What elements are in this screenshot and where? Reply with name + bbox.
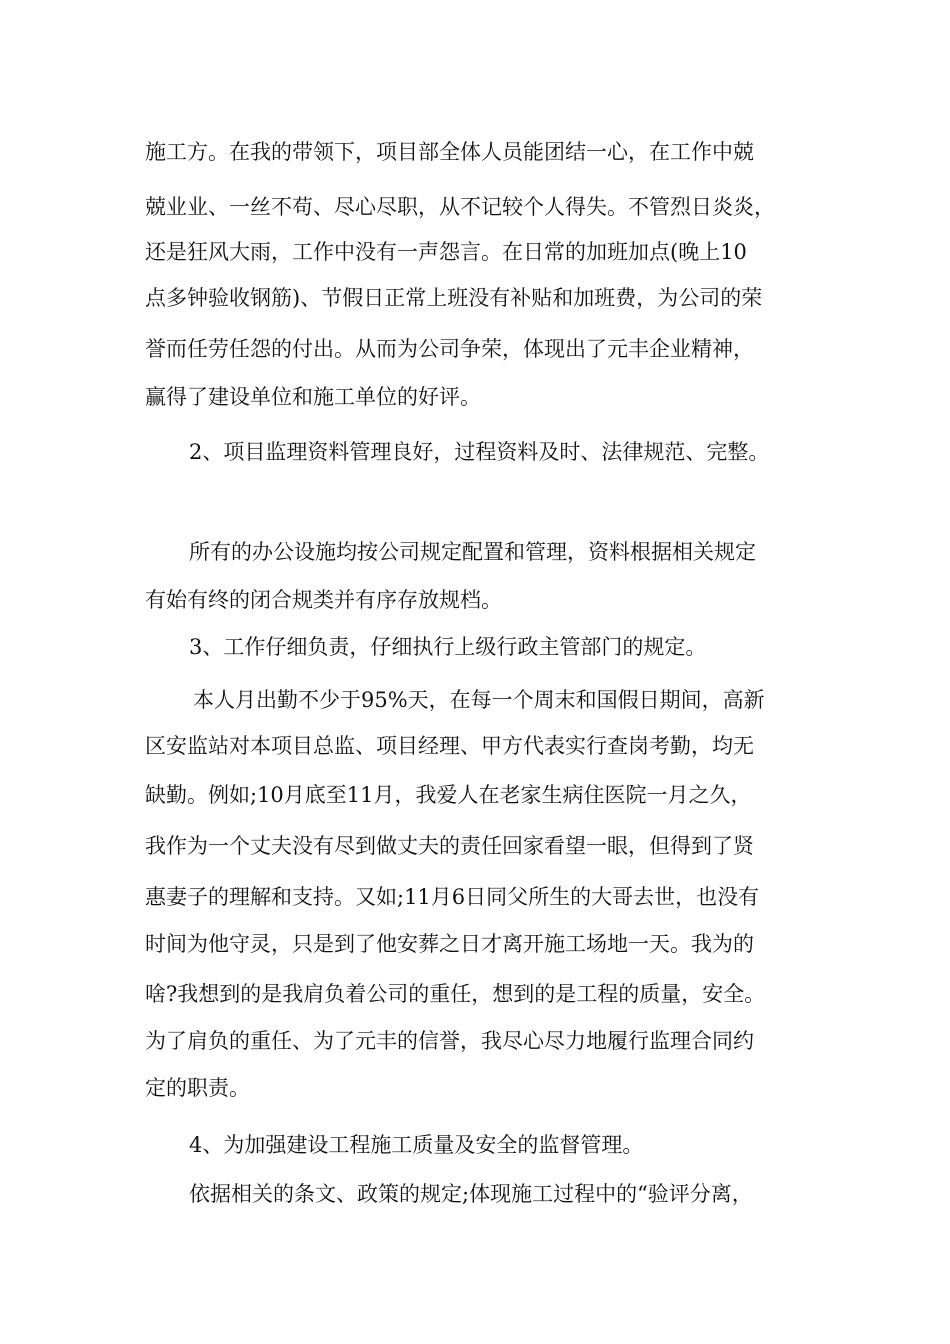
text-line xyxy=(0,580,950,620)
text-line-content: 依据相关的条文、政策的规定;体现施工过程中的“验评分离， xyxy=(189,1182,753,1206)
text-line-content: 点多钟验收钢筋)、节假日正常上班没有补贴和加班费，为公司的荣 xyxy=(145,286,763,310)
text-line xyxy=(0,1021,950,1061)
text-line-content: 4、为加强建设工程施工质量及安全的监督管理。 xyxy=(189,1133,644,1157)
text-line xyxy=(0,775,950,815)
text-line xyxy=(0,1068,950,1108)
text-line-content: 时间为他守灵，只是到了他安葬之日才离开施工场地一天。我为的 xyxy=(145,932,754,956)
text-line xyxy=(0,232,950,272)
text-line-content: 施工方。在我的带领下，项目部全体人员能团结一心，在工作中兢 xyxy=(145,140,754,164)
text-line xyxy=(0,329,950,369)
text-line xyxy=(0,132,950,172)
text-line xyxy=(0,974,950,1014)
text-line xyxy=(0,278,950,318)
text-line-content: 所有的办公设施均按公司规定配置和管理，资料根据相关规定 xyxy=(189,540,756,564)
text-line-content: 誉而任劳任怨的付出。从而为公司争荣，体现出了元丰企业精神， xyxy=(145,337,754,361)
text-line xyxy=(0,532,950,572)
text-line xyxy=(0,826,950,866)
text-line xyxy=(0,187,950,227)
text-line xyxy=(0,377,950,417)
text-line xyxy=(0,924,950,964)
text-line xyxy=(0,1125,950,1165)
text-line-content: 定的职责。 xyxy=(145,1076,250,1100)
text-line-content: 3、工作仔细负责，仔细执行上级行政主管部门的规定。 xyxy=(189,635,707,659)
text-line-content: 还是狂风大雨，工作中没有一声怨言。在日常的加班加点(晚上10 xyxy=(145,240,747,264)
text-line-content: 赢得了建设单位和施工单位的好评。 xyxy=(145,385,481,409)
text-line-content: 有始有终的闭合规类并有序存放规档。 xyxy=(145,588,502,612)
text-line xyxy=(0,432,950,472)
text-line xyxy=(0,680,950,720)
text-line-content: 惠妻子的理解和支持。又如;11月6日同父所生的大哥去世，也没有 xyxy=(145,885,760,909)
text-line-content: 缺勤。例如;10月底至11月，我爱人在老家生病住医院一月之久， xyxy=(145,783,752,807)
text-line xyxy=(0,726,950,766)
text-line xyxy=(0,877,950,917)
text-line-content: 我作为一个丈夫没有尽到做丈夫的责任回家看望一眼，但得到了贤 xyxy=(145,834,754,858)
text-line-content: 区安监站对本项目总监、项目经理、甲方代表实行查岗考勤，均无 xyxy=(145,734,754,758)
text-line xyxy=(0,1174,950,1214)
text-line-content: 兢业业、一丝不苟、尽心尽职，从不记较个人得失。不管烈日炎炎， xyxy=(145,195,775,219)
text-line-content: 为了肩负的重任、为了元丰的信誉，我尽心尽力地履行监理合同约 xyxy=(145,1029,754,1053)
text-line xyxy=(0,627,950,667)
text-line-content: 啥?我想到的是我肩负着公司的重任，想到的是工程的质量，安全。 xyxy=(145,982,766,1006)
text-line-content: 本人月出勤不少于95%天，在每一个周末和国假日期间，高新 xyxy=(193,688,765,712)
text-line-content: 2、项目监理资料管理良好，过程资料及时、法律规范、完整。 xyxy=(189,440,770,464)
